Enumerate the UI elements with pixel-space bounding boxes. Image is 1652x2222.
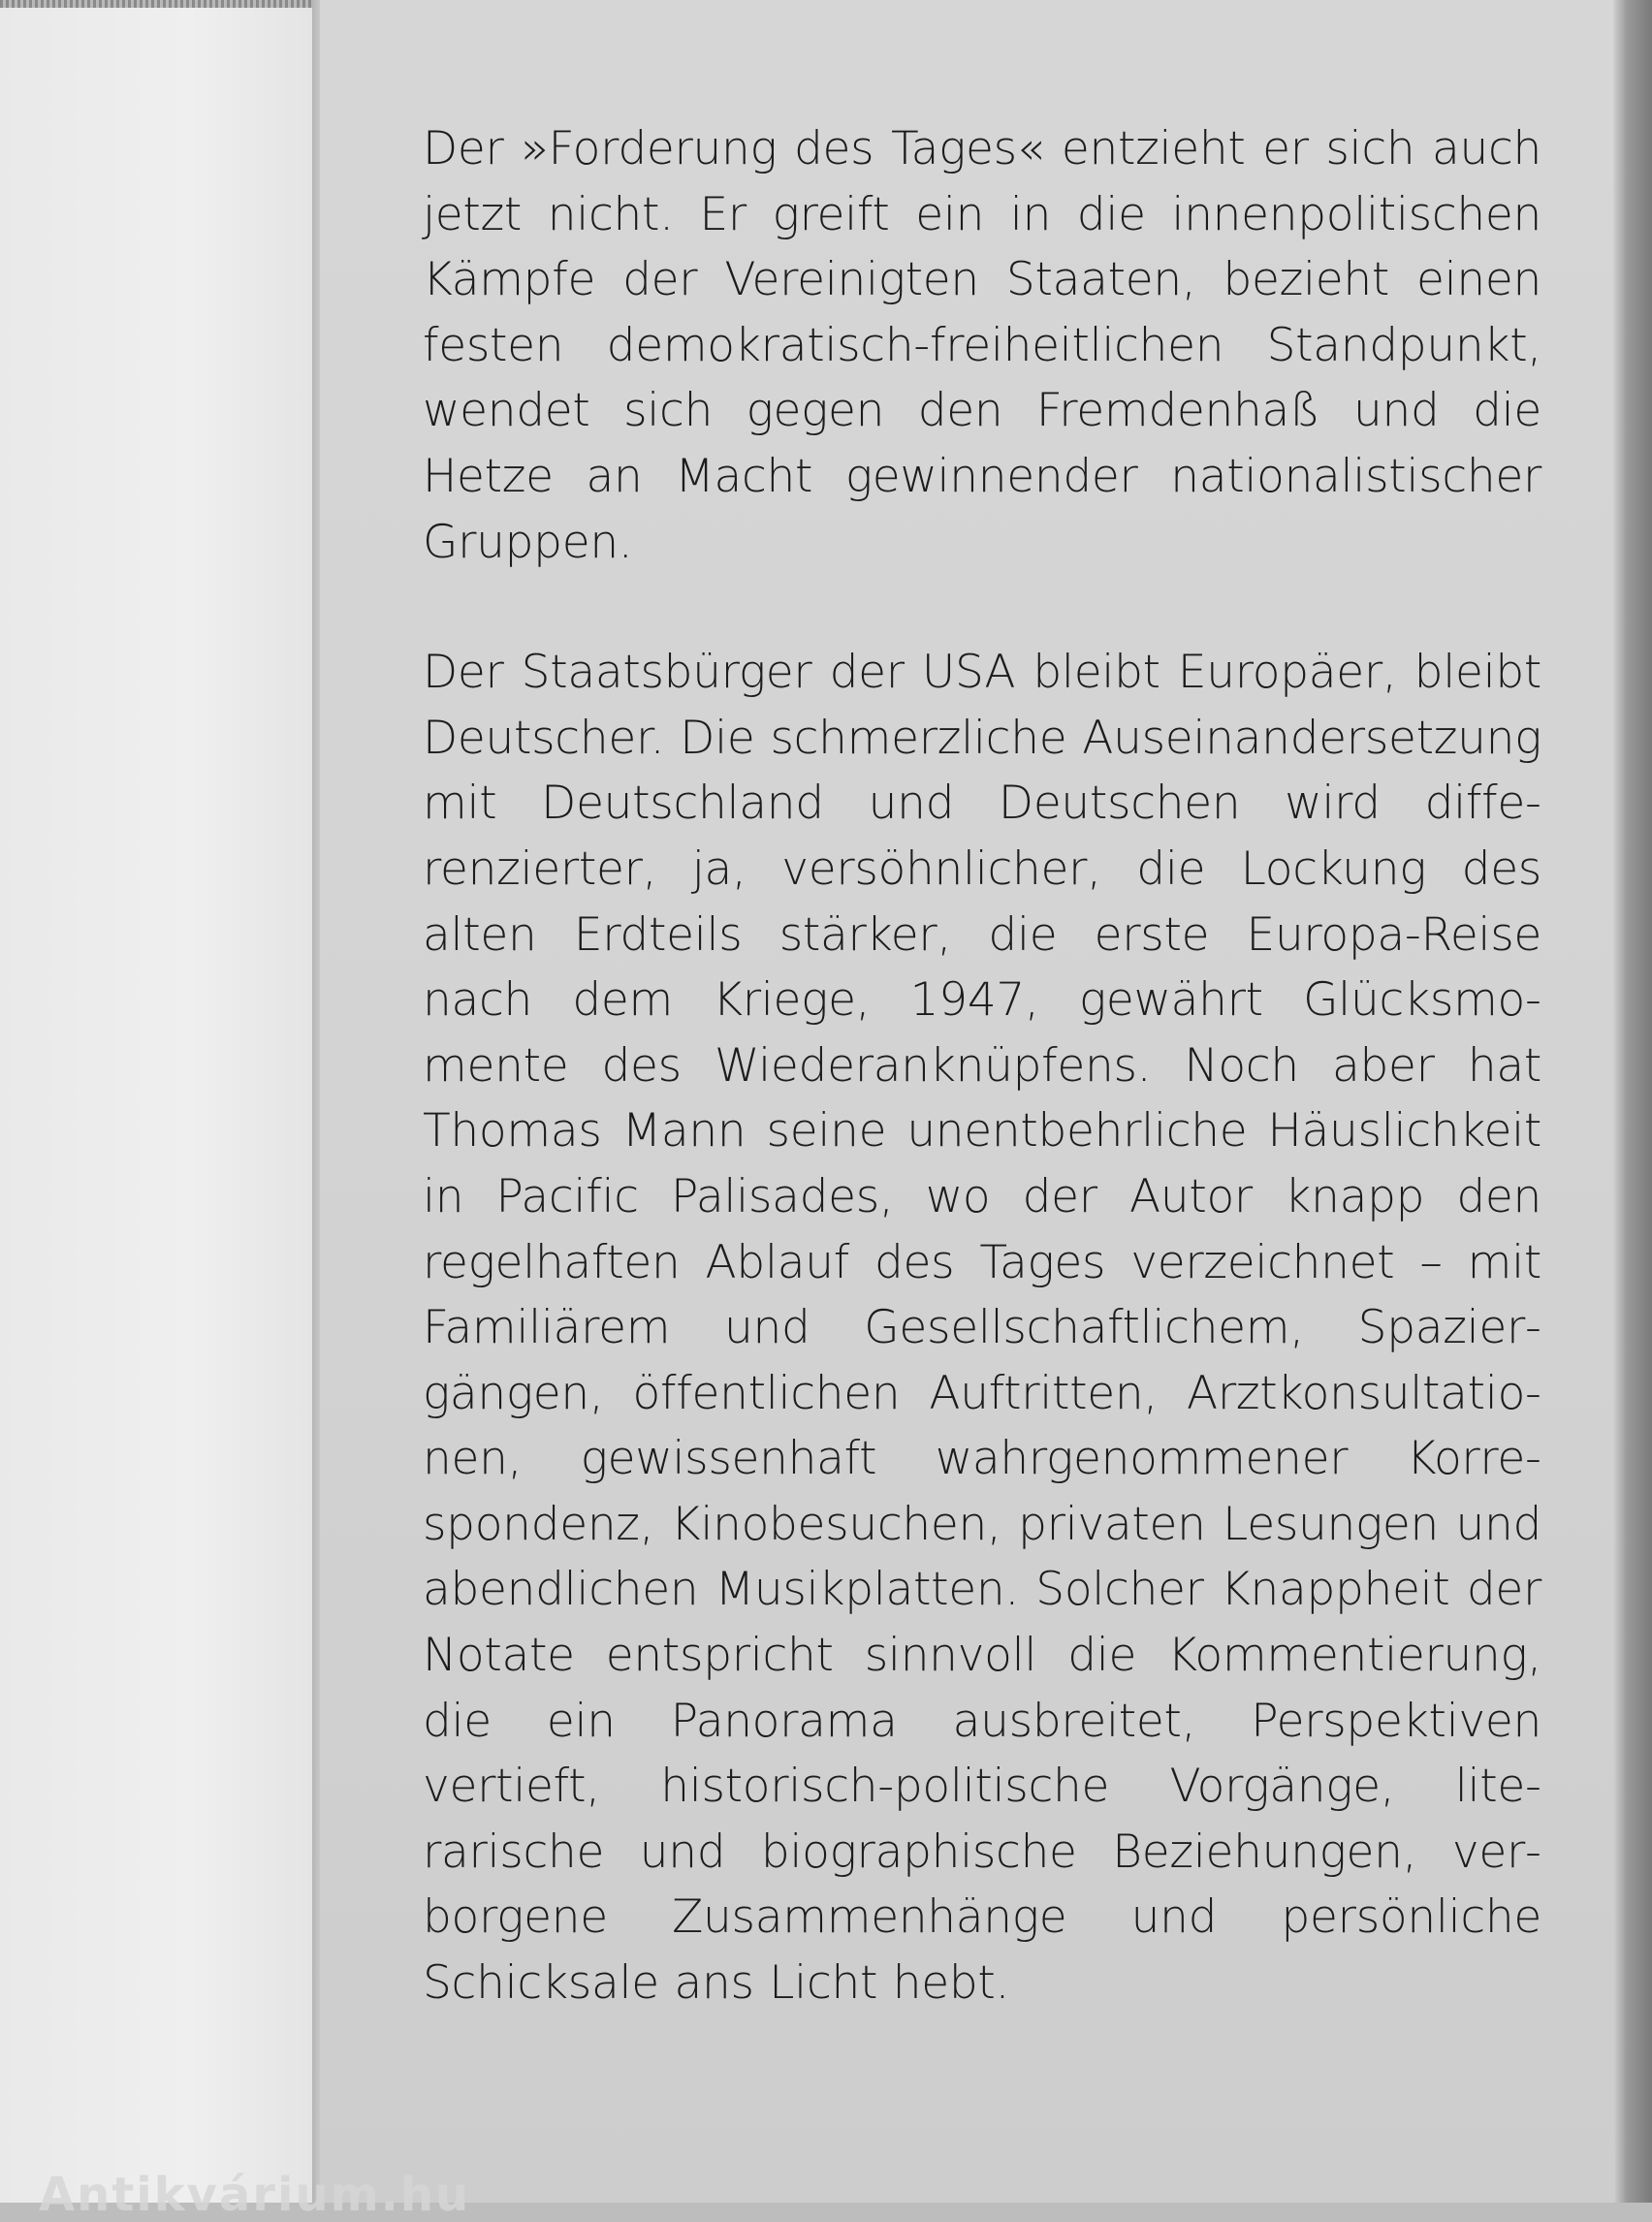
book-top-edge [0,0,320,8]
body-text [423,116,1541,2016]
book-right-edge [1613,0,1652,2203]
paragraph-2: Der Staatsbürger der USA bleibt Europäer, bleibt Deutscher. Die schmerzliche Auseinandersetzung mit Deutschland und Deutschen wird differenzierter, ja, versöhnlicher, die Lockung des alten Erdteils stärker, die erste Europa-Reise nach dem Kriege, 1947, gewährt Glücksmomente des Wiederanknüpfens. Noch aber hat Thomas Mann seine unentbehrliche Häuslichkeit in Pacific Palisades, wo der Autor knapp den regelhaften Ablauf des Tages verzeichnet – mit Familiärem und Gesellschaftlichem, Spaziergängen, öffentlichen Auftritten, Arztkonsultationen, gewissenhaft wahrgenommener Korrespondenz, Kinobesuchen, privaten Lesungen und abendlichen Musikplatten. Solcher Knappheit der Notate entspricht sinnvoll die Kommentierung, die ein Panorama ausbreitet, Perspektiven vertieft, historisch-politische Vorgänge, literarische und biographische Beziehungen, verborgene Zusammenhänge und persönliche Schicksale ans Licht hebt. [423,646,1541,2011]
paragraph-1: Der »Forderung des Tages« entzieht er sich auch jetzt nicht. Er greift ein in die innenpolitischen Kämpfe der Vereinigten Staaten, bezieht einen festen demokratisch-freiheitlichen Standpunkt, wendet sich gegen den Fremdenhaß und die Hetze an Macht gewinnender nationalistischer Gruppen. [423,122,1541,569]
left-flap [0,8,316,2203]
watermark: Antikvárium.hu [39,2168,471,2222]
